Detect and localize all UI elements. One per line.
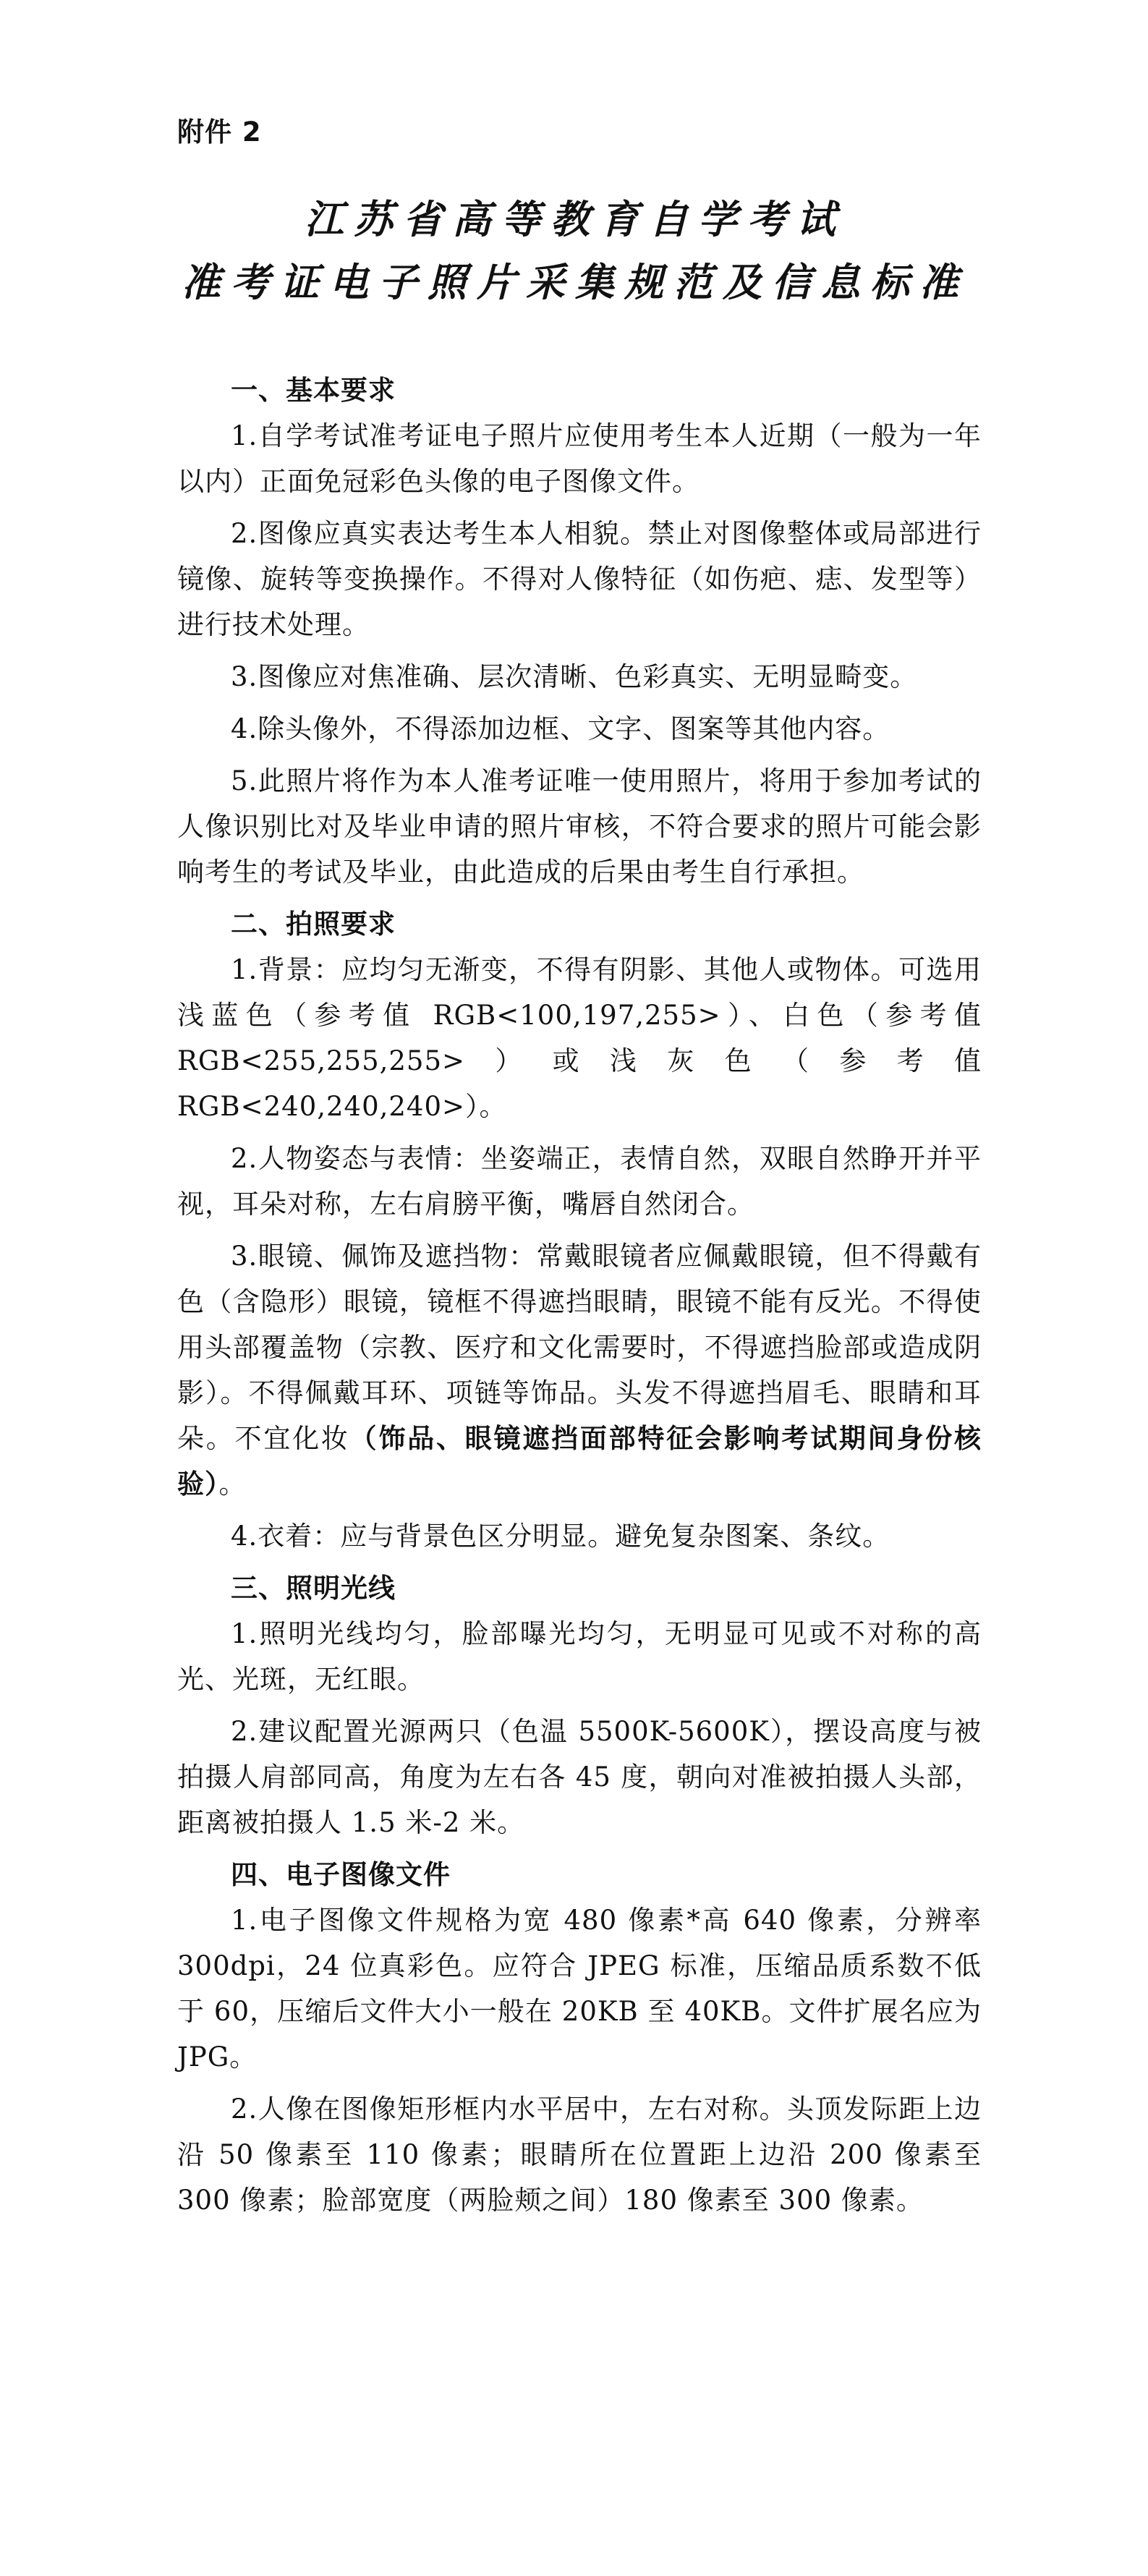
paragraph-end: 。: [218, 1468, 247, 1500]
paragraph: 4.除头像外，不得添加边框、文字、图案等其他内容。: [231, 713, 890, 744]
attachment-label: 附件 2: [177, 116, 262, 148]
section-heading-image-file: 四、电子图像文件: [231, 1859, 451, 1890]
paragraph: 1.照明光线均匀，脸部曝光均匀，无明显可见或不对称的高光、光斑，无红眼。: [177, 1618, 982, 1695]
paragraph: 1.背景：应均匀无渐变，不得有阴影、其他人或物体。可选用浅蓝色（参考值 RGB<100,197,255>）、白色（参考值 RGB<255,255,255>）或浅灰色（参考值 RGB<240,240,240>）。: [177, 954, 982, 1122]
paragraph: 2.建议配置光源两只（色温 5500K-5600K），摆设高度与被拍摄人肩部同高，角度为左右各 45 度，朝向对准被拍摄人头部，距离被拍摄人 1.5 米-2 米。: [177, 1716, 982, 1838]
paragraph: 1.电子图像文件规格为宽 480 像素*高 640 像素，分辨率 300dpi，24 位真彩色。应符合 JPEG 标准，压缩品质系数不低于 60，压缩后文件大小一般在 20KB 至 40KB。文件扩展名应为 JPG。: [177, 1905, 982, 2073]
paragraph: 3.图像应对焦准确、层次清晰、色彩真实、无明显畸变。: [231, 661, 918, 692]
section-heading-basic-requirements: 一、基本要求: [231, 375, 396, 406]
document-body: [177, 367, 982, 2229]
paragraph: 2.人物姿态与表情：坐姿端正，表情自然，双眼自然睁开并平视，耳朵对称，左右肩膀平衡，嘴唇自然闭合。: [177, 1143, 982, 1220]
document-title-line-2: 准考证电子照片采集规范及信息标准: [182, 259, 969, 305]
paragraph: 5.此照片将作为本人准考证唯一使用照片，将用于参加考试的人像识别比对及毕业申请的照片审核，不符合要求的照片可能会影响考生的考试及毕业，由此造成的后果由考生自行承担。: [177, 765, 982, 888]
paragraph: 2.图像应真实表达考生本人相貌。禁止对图像整体或局部进行镜像、旋转等变换操作。不得对人像特征（如伤疤、痣、发型等）进行技术处理。: [177, 518, 982, 640]
section-heading-lighting: 三、照明光线: [231, 1573, 396, 1604]
paragraph: 1.自学考试准考证电子照片应使用考生本人近期（一般为一年以内）正面免冠彩色头像的电子图像文件。: [177, 420, 982, 497]
paragraph-glasses-accessories: [177, 1233, 982, 1507]
paragraph-text: 3.眼镜、佩饰及遮挡物：常戴眼镜者应佩戴眼镜，但不得戴有色（含隐形）眼镜，镜框不得遮挡眼睛，眼镜不能有反光。不得使用头部覆盖物（宗教、医疗和文化需要时，不得遮挡脸部或造成阴影）。不得佩戴耳环、项链等饰品。头发不得遮挡眉毛、眼睛和耳朵。不宜化妆: [177, 1241, 982, 1454]
bold-note: （饰品、眼镜遮挡面部特征会影响考试期间身份核验）: [177, 1423, 982, 1500]
paragraph: 4.衣着：应与背景色区分明显。避免复杂图案、条纹。: [231, 1521, 890, 1552]
paragraph: 2.人像在图像矩形框内水平居中，左右对称。头顶发际距上边沿 50 像素至 110 像素；眼睛所在位置距上边沿 200 像素至 300 像素；脸部宽度（两脸颊之间）180 像素至 300 像素。: [177, 2093, 982, 2216]
document-title-line-1: 江苏省高等教育自学考试: [305, 196, 846, 242]
section-heading-photo-requirements: 二、拍照要求: [231, 909, 396, 940]
